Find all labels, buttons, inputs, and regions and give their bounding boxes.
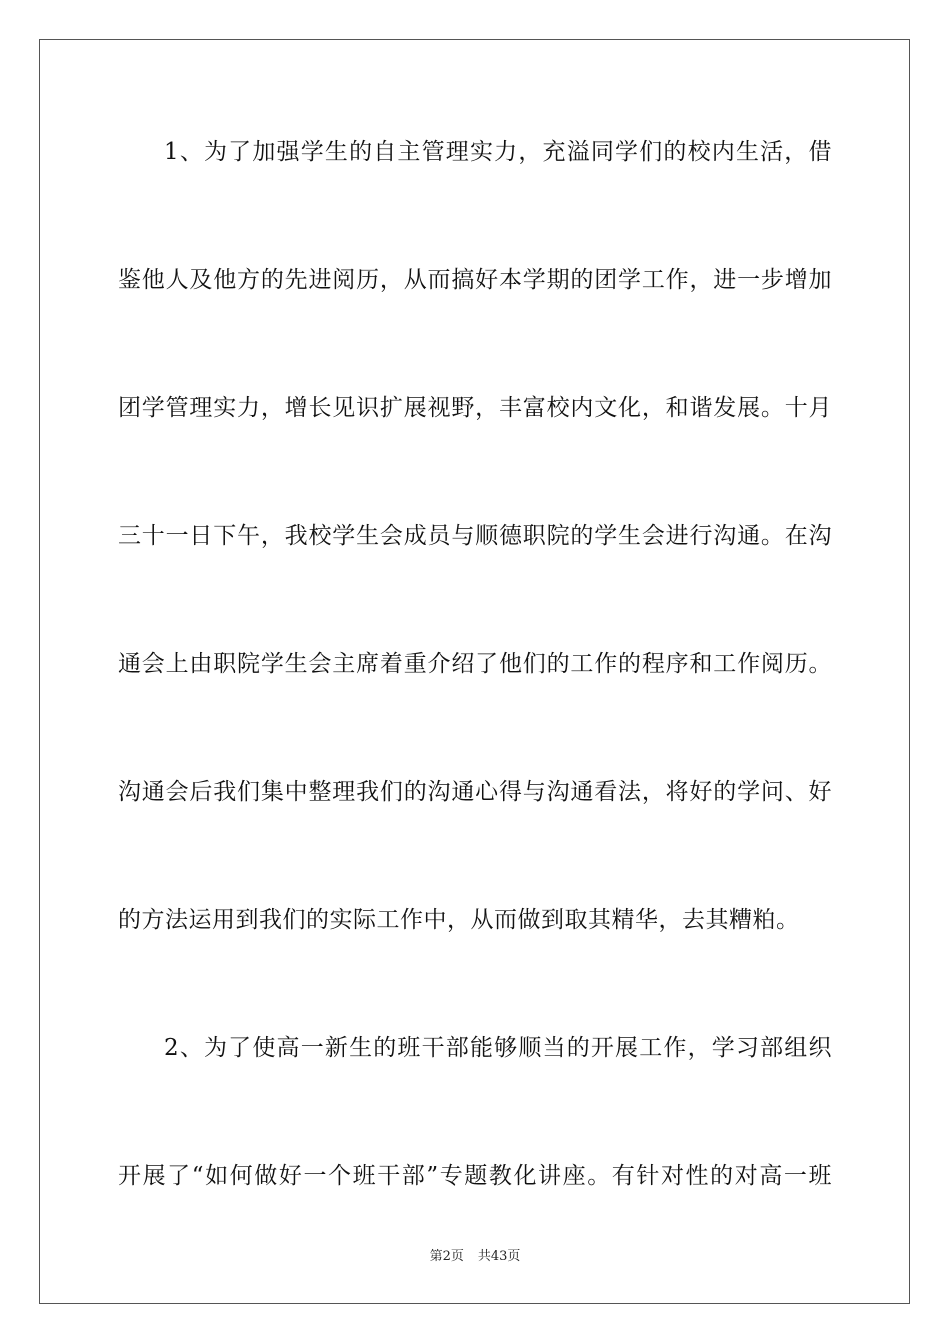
paragraph-2-line-2: 开展了“如何做好一个班干部”专题教化讲座。有针对性的对高一班: [118, 1163, 832, 1189]
paragraph-2-line-1: 2、为了使高一新生的班干部能够顺当的开展工作，学习部组织: [164, 1035, 832, 1061]
paragraph-1-line-2: 鉴他人及他方的先进阅历，从而搞好本学期的团学工作，进一步增加: [118, 267, 832, 293]
paragraph-1-line-6: 沟通会后我们集中整理我们的沟通心得与沟通看法，将好的学问、好: [118, 779, 832, 805]
page-footer: [0, 1245, 950, 1264]
paragraph-1-line-4: 三十一日下午，我校学生会成员与顺德职院的学生会进行沟通。在沟: [118, 523, 832, 549]
paragraph-1-line-5: 通会上由职院学生会主席着重介绍了他们的工作的程序和工作阅历。: [118, 651, 832, 677]
paragraph-1-line-7: 的方法运用到我们的实际工作中，从而做到取其精华，去其糟粕。: [118, 907, 800, 933]
paragraph-1-line-3: 团学管理实力，增长见识扩展视野，丰富校内文化，和谐发展。十月: [118, 395, 832, 421]
page-number: 第2页: [429, 1249, 464, 1264]
paragraph-1-line-1: 1、为了加强学生的自主管理实力，充溢同学们的校内生活，借: [164, 139, 832, 165]
document-body: [118, 124, 832, 1276]
total-pages: 共43页: [477, 1249, 521, 1264]
